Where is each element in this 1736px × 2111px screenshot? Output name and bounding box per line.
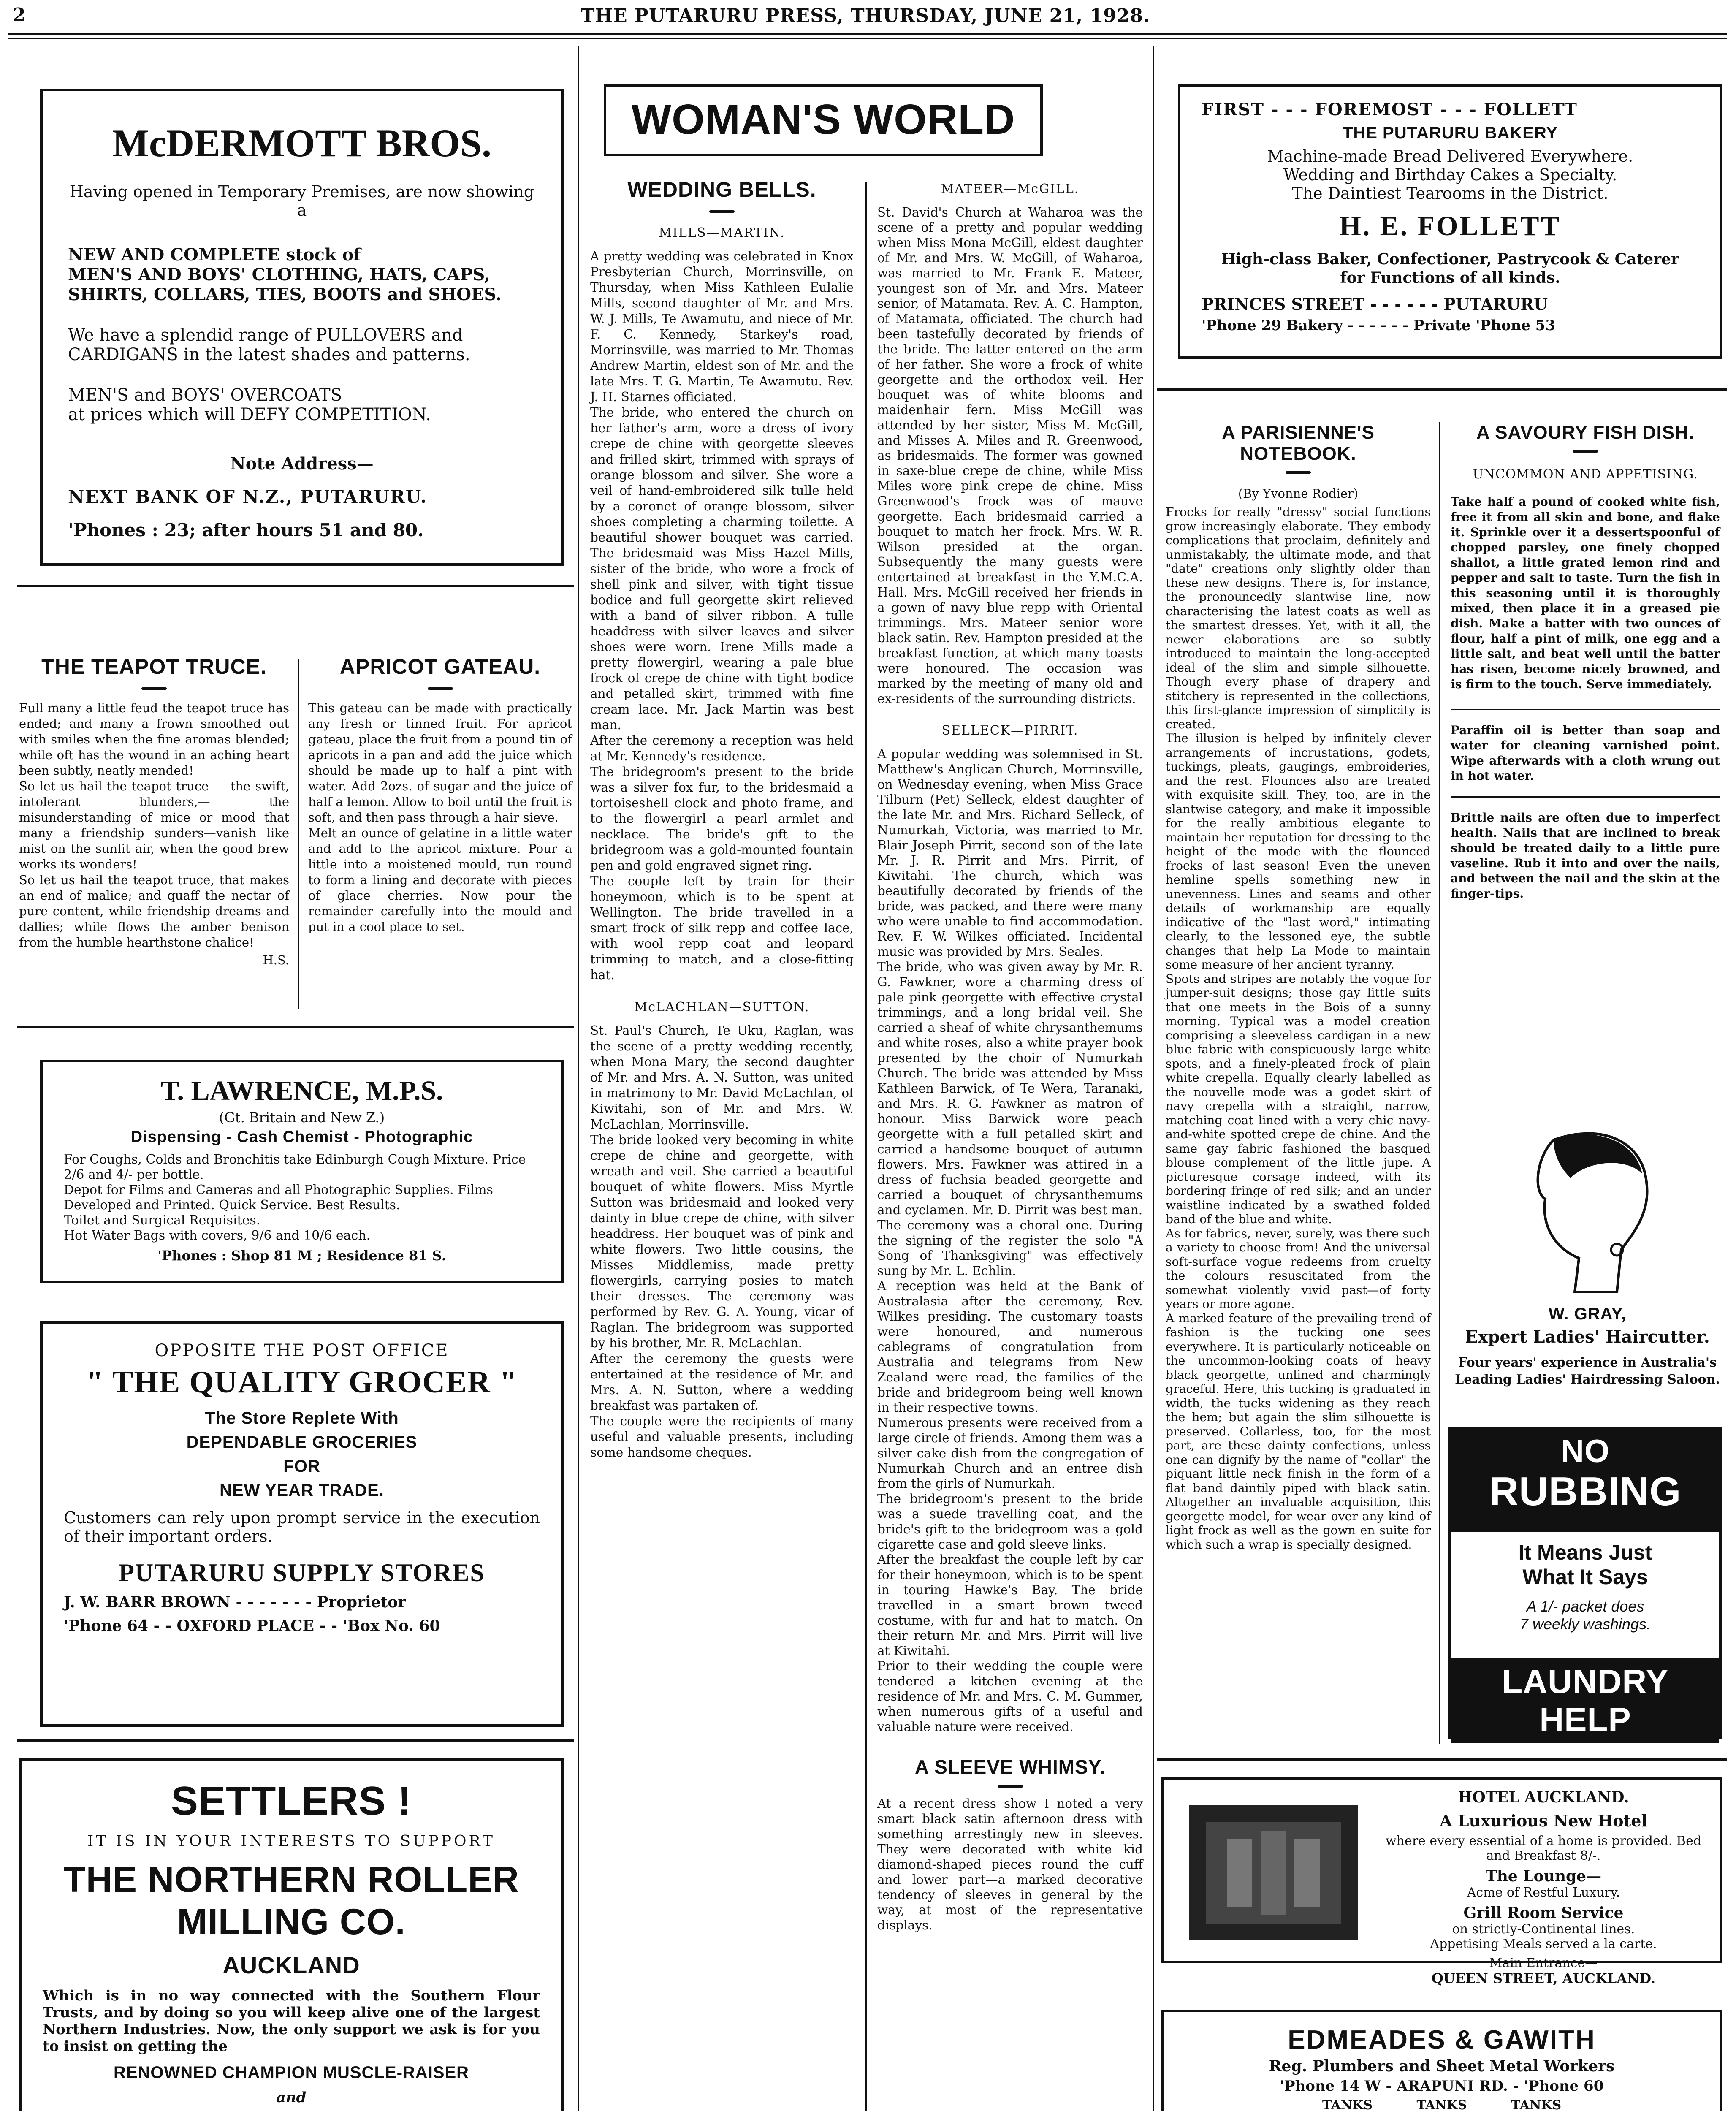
grocer-proprietor: J. W. BARR BROWN - - - - - - - Proprietor xyxy=(64,1593,406,1611)
settlers-company: THE NORTHERN ROLLER MILLING CO. xyxy=(63,1859,519,1942)
parisienne-body: Frocks for really "dressy" social functions grow increasingly elaborate. They embody complications that proclaim, definitely and unmistakably, the ultimate mode, and that "date" creations only slightly older than these new designs. There is, for instance, the pronouncedly slantwise line, now characterising the latest coats as well as the smartest dresses. Yet, with it all, the newer elaborations are so subtly introduced to maintain the long-accepted ideal of the slim and simple silhouette. Though every phase of drapery and stitchery is represented in the collections, this first-glance impression of simplicity is created. The illusion is helped by infinitely clever arrangements of incrustations, godets, tuckings, pleats, gaugings, embroideries, and the rest. Flounces also are treated with exquisite skill. They, too, are in the slantwise category, and make it impossible for the really ambitious elegante to maintain her reputation for dressing to the height of the mode with the flounced frocks of last season! Even the uneven hemline spells something new in unevenness. Lines and seams and other details of workmanship are equally indicative of the "last word," intimating clearly, to the lessoned eye, the subtle changes that help La Mode to maintain some measure of her ancient tyranny. Spots and stripes are notably the vogue for jumper-suit designs; those gay little suits that one meets in the Bois of a sunny morning. Typical was a model creation comprising a sleeveless cardigan in a new blue fabric with conspicuously large white spots, and a finely-pleated frock of plain white crepella. Equally clearly labelled as the nouvelle mode was a godet skirt of navy crepella with a straight, narrow, matching coat lined with a very chic navy-and-white spotted crepe de chine. And the same gay fabric fashioned the basqued blouse complement of the little jupe. A picturesque corsage indeed, with its bordering fringe of red silk; and an under waistline indicated by a swathed folded band of the blue and white. As for fabrics, never, surely, was there such a variety to choose from! And the universal soft-surface vogue redeems from cruelty the colours resuscitated from the somewhat violently vivid past—of forty years or more agone. A marked feature of the prevailing trend of fashion is the tucking one sees everywhere. It is particularly noticeable on the uncommon-looking coats of heavy black georgette, unlined and charmingly graceful. Here, this tucking is graduated in width, the tucks widening as they reach the hem; but again the slim silhouette is preserved. Collarless, too, for the most part, are these dainty confections, unless one can dignify by the name of "collar" the piquant little neck finish in the form of a flat band daintily piped with black satin. Altogether an invaluable acquisition, this georgette model, for wear over any kind of light frock as well as the gown en suite for which such a wrap is specially designed. xyxy=(1166,505,1431,1552)
title-ornament xyxy=(428,687,453,690)
laundry-word: LAUNDRY xyxy=(1502,1663,1669,1700)
fish-subtitle: UNCOMMON AND APPETISING. xyxy=(1473,467,1698,482)
mcdermott-stock: NEW AND COMPLETE stock of MEN'S AND BOYS' CLOTHING, HATS, CAPS, SHIRTS, COLLARS, TIES, BOOTS and SHOES. xyxy=(68,245,502,304)
laundry-m2: What It Says xyxy=(1522,1565,1648,1589)
gray-name: W. GRAY, xyxy=(1548,1305,1627,1323)
hotel-subtitle: A Luxurious New Hotel xyxy=(1440,1811,1647,1830)
laundry-m3: A 1/- packet does 7 weekly washings. xyxy=(1519,1598,1651,1633)
bakery-phones: 'Phone 29 Bakery - - - - - - Private 'Phone 53 xyxy=(1202,317,1556,334)
mcdermott-address: NEXT BANK OF N.Z., PUTARURU. xyxy=(68,486,428,507)
womans-world-title: WOMAN'S WORLD xyxy=(631,96,1015,143)
laundry-no: NO xyxy=(1561,1433,1610,1469)
teapot-article xyxy=(19,654,289,1018)
teapot-title: THE TEAPOT TRUCE. xyxy=(41,655,267,678)
mclachlan-title: McLACHLAN—SUTTON. xyxy=(634,1000,810,1015)
lawrence-ad xyxy=(40,1060,564,1283)
bakery-line2: THE PUTARURU BAKERY xyxy=(1342,124,1558,142)
laundry-m1: It Means Just xyxy=(1518,1541,1652,1564)
mcdermott-overcoats: MEN'S and BOYS' OVERCOATS at prices which will DEFY COMPETITION. xyxy=(68,385,431,424)
lawrence-services: Dispensing - Cash Chemist - Photographic xyxy=(130,1128,473,1146)
masthead-rule xyxy=(8,33,1727,35)
column-rule xyxy=(578,46,579,2111)
mcdermott-phones: 'Phones : 23; after hours 51 and 80. xyxy=(68,520,424,540)
mcdermott-name: McDERMOTT BROS. xyxy=(112,122,491,165)
edmeades-phone: 'Phone 14 W - ARAPUNI RD. - 'Phone 60 xyxy=(1280,2078,1604,2095)
grocer-store: PUTARURU SUPPLY STORES xyxy=(119,1559,485,1587)
selleck-title: SELLECK—PIRRIT. xyxy=(941,723,1079,738)
hotel-name: HOTEL AUCKLAND. xyxy=(1458,1788,1629,1806)
laundry-middle xyxy=(1451,1540,1719,1654)
title-ornament xyxy=(998,1785,1023,1788)
page-number: 2 xyxy=(13,4,26,26)
lawrence-body: For Coughs, Colds and Bronchitis take Edinburgh Cough Mixture. Price 2/6 and 4/- per bottle. Depot for Films and Cameras and all Photographic Supplies. Films Developed and Printed. Quick Service. Best Results. Toilet and Surgical Requisites. Hot Water Bags with covers, 9/6 and 10/6 each. xyxy=(64,1152,526,1243)
gray-ad xyxy=(1448,1123,1727,1402)
hotel-entrance: Main Entrance— xyxy=(1489,1956,1598,1970)
settlers-title: SETTLERS ! xyxy=(171,1778,412,1823)
hotel-lounge: The Lounge— xyxy=(1485,1867,1602,1885)
hotel-lounge-sub: Acme of Restful Luxury. xyxy=(1467,1885,1620,1900)
edmeades-tanks: TANKS TANKS TANKS xyxy=(1322,2098,1562,2111)
hotel-text xyxy=(1375,1788,1712,1986)
title-ornament xyxy=(1573,450,1598,453)
grocer-body: Customers can rely upon prompt service in the execution of their important orders. xyxy=(64,1509,540,1546)
parisienne-title: A PARISIENNE'S NOTEBOOK. xyxy=(1222,422,1375,464)
sleeve-body: At a recent dress show I noted a very smart black satin afternoon dress with something arrestingly new in sleeves. They were decorated with white kid diamond-shaped pieces round the cuff and lower part—a marked decorative tendency of sleeves in general by the way, at most of the representative displays. xyxy=(877,1796,1143,1932)
hotel-street: QUEEN STREET, AUCKLAND. xyxy=(1431,1970,1656,1986)
mateer-column xyxy=(870,177,1150,2111)
fish-body: Take half a pound of cooked white fish, free it from all skin and bone, and flake it. Sprinkle over it a dessertspoonful of chopped parsley, one finely chopped shallot, a little grated lemon rind and pepper and salt to taste. Turn the fish in this seasoning until it is thoroughly mixed, then place it in a greased pie dish. Make a batter with two ounces of flour, half a pint of milk, one egg and a little salt, and beat well until the batter has risen, become nicely browned, and is firm to the touch. Serve immediately. xyxy=(1451,495,1720,691)
mcdermott-ad xyxy=(40,89,564,566)
masthead-rule-2 xyxy=(8,38,1727,39)
mateer-title: MATEER—McGILL. xyxy=(941,182,1080,196)
column-rule xyxy=(298,659,299,1009)
bakery-line1: FIRST - - - FOREMOST - - - FOLLETT xyxy=(1202,100,1578,119)
column-rule xyxy=(1153,46,1154,2111)
laundry-top-banner xyxy=(1451,1430,1719,1532)
grocer-line2: DEPENDABLE GROCERIES xyxy=(186,1433,418,1452)
laundry-help: HELP xyxy=(1539,1701,1631,1738)
lady-portrait-icon xyxy=(1448,1123,1727,1300)
bakery-line3: Machine-made Bread Delivered Everywhere. Wedding and Birthday Cakes a Specialty. The Daintiest Tearooms in the District. xyxy=(1267,147,1633,203)
wedding-column xyxy=(583,177,861,2111)
nails-tip: Brittle nails are often due to imperfect health. Nails that are inclined to break should be treated daily to a little pure vaseline. Rub it into and over the nails, and between the nail and the skin at the finger-tips. xyxy=(1451,811,1720,901)
womans-world-banner xyxy=(604,84,1043,156)
section-rule xyxy=(1157,1758,1727,1761)
edmeades-ad xyxy=(1161,2010,1722,2111)
hotel-grill-sub: on strictly-Continental lines. Appetising Meals served a la carte. xyxy=(1430,1922,1657,1951)
grocer-top: OPPOSITE THE POST OFFICE xyxy=(155,1341,449,1360)
selleck-body: A popular wedding was solemnised in St. Matthew's Anglican Church, Morrinsville, on Wednesday evening, when Miss Grace Tilburn (Pet) Selleck, eldest daughter of the late Mr. and Mrs. Richard Selleck, of Numurkah, Victoria, was married to Mr. Blair Joseph Pirrit, second son of the late Mr. J. R. Pirrit and Mrs. Pirrit, of Kiwitahi. The church, which was beautifully decorated by friends of the bride, was packed, and there were many who were unable to find accommodation. Rev. F. W. Wilkes officiated. Incidental music was provided by Mrs. Seales. The bride, who was given away by Mr. R. G. Fawkner, wore a charming dress of pale pink georgette with effective crystal trimmings, and a long bridal veil. She carried a sheaf of white chrysanthemums and white roses, also a white prayer book presented by the choir of Numurkah Church. The bride was attended by Miss Kathleen Barwick, of Te Wera, Taranaki, and Mrs. R. G. Fawkner as matron of honour. Miss Barwick wore peach georgette with a full petalled skirt and carried a handsome bouquet of autumn flowers. Mrs. Fawkner was attired in a dress of fuchsia beaded georgette and carried a bouquet of chrysanthemums and cyclamen. Mr. D. Pirrit was best man. The ceremony was a choral one. During the signing of the register the solo "A Song of Thanksgiving" was effectively sung by Mr. L. Echlin. A reception was held at the Bank of Australasia after the ceremony, Rev. Wilkes presiding. The customary toasts were honoured, and numerous cablegrams of congratulation from Australia and telegrams from New Zealand were read, the families of the bride and bridegroom being well known in their respective towns. Numerous presents were received from a large circle of friends. Among them was a silver cake dish from the congregation of Numurkah Church and an entree dish from the girls of Numurkah. The bridegroom's present to the bride was a suede travelling coat, and the bride's gift to the bridegroom was a gold cigarette case and gold sleeve links. After the breakfast the couple left by car for their honeymoon, which is to be spent in touring Hawke's Bay. The bride travelled in a smart brown tweed costume, with fur and hat to match. On their return Mr. and Mrs. Pirrit will live at Kiwitahi. Prior to their wedding the couple were tendered a kitchen evening at the residence of Mr. and Mrs. C. M. Gummer, when numerous gifts of a useful and valuable nature were received. xyxy=(877,747,1143,1734)
mateer-body: St. David's Church at Waharoa was the scene of a pretty and popular wedding when Miss Mona McGill, eldest daughter of Mr. and Mrs. W. McGill, of Waharoa, was married to Mr. Frank E. Mateer, youngest son of Mr. and Mrs. Mateer senior, of Matamata. Rev. A. C. Hampton, of Matamata, officiated. The church had been tastefully decorated by friends of the bride. The latter entered on the arm of her father. She wore a frock of white georgette and the orthodox veil. Her bouquet was of white blooms and maidenhair fern. Miss McGill was attended by her sister, Miss M. McGill, and Misses A. Miles and R. Greenwood, as bridesmaids. The former was gowned in saxe-blue crepe de chine, while Miss Miles wore pink crepe de chine. Miss Greenwood's frock was of mauve georgette. Each bridesmaid carried a bouquet to match her frock. Mrs. W. R. Wilson presided at the organ. Subsequently the many guests were entertained at breakfast in the Y.M.C.A. Hall. Mrs. McGill received her friends in a gown of navy blue repp with Oriental trimmings. Mrs. Mateer senior wore black satin. Rev. Hampton presided at the breakfast function, at which many toasts were honoured. The occasion was marked by the meeting of many old and ex-residents of the surrounding districts. xyxy=(877,205,1143,706)
settlers-product-1: RENOWNED CHAMPION MUSCLE-RAISER xyxy=(113,2063,469,2082)
section-rule xyxy=(1157,388,1727,391)
laundry-ad xyxy=(1448,1427,1722,1739)
masthead-title: THE PUTARURU PRESS, THURSDAY, JUNE 21, 1928. xyxy=(580,5,1150,27)
title-ornament xyxy=(709,210,735,213)
divider xyxy=(1451,709,1720,710)
mcdermott-pullovers: We have a splendid range of PULLOVERS and CARDIGANS in the latest shades and patterns. xyxy=(68,326,470,364)
fish-article xyxy=(1444,422,1727,1115)
grocer-line4: NEW YEAR TRADE. xyxy=(220,1481,384,1500)
title-ornament xyxy=(141,687,167,690)
settlers-and: and xyxy=(276,2089,307,2106)
gray-body: Four years' experience in Australia's Leading Ladies' Hairdressing Saloon. xyxy=(1455,1355,1720,1387)
lawrence-name: T. LAWRENCE, M.P.S. xyxy=(160,1075,443,1106)
grocer-contact: 'Phone 64 - - OXFORD PLACE - - 'Box No. 60 xyxy=(64,1617,440,1635)
section-rule xyxy=(17,1739,574,1742)
grocer-line3: FOR xyxy=(283,1457,320,1476)
mcdermott-address-label: Note Address— xyxy=(230,454,374,474)
wedding-title: WEDDING BELLS. xyxy=(627,178,816,201)
gateau-body: This gateau can be made with practically any fresh or tinned fruit. For apricot gateau, place the fruit from a pound tin of apricots in a pan and add the juice which should be made up to half a pint with water. Add 2ozs. of sugar and the juice of half a lemon. Allow to boil until the fruit is soft, and then pass through a hair sieve. Melt an ounce of gelatine in a little water and add to the apricot mixture. Pour a little into a moistened mould, run round to form a lining and decorate with pieces of glace cherries. Now pour the remainder carefully into the mould and put in a cool place to set. xyxy=(308,701,572,934)
hotel-lounge-image xyxy=(1189,1805,1358,1940)
settlers-ad xyxy=(19,1758,564,2111)
bakery-ad xyxy=(1178,84,1722,359)
settlers-line: IT IS IN YOUR INTERESTS TO SUPPORT xyxy=(87,1833,495,1850)
teapot-body: Full many a little feud the teapot truce has ended; and many a frown smoothed out with smiles when the fine aromas blended; while oft has the wound in an aching heart been subtly, neatly mended! So let us hail the teapot truce — the swift, intolerant blunders,— the misunderstanding of mice or mood that many a friendship sunders—vanish like mist on the sunlit air, when the good brew works its wonders! So let us hail the teapot truce, that makes an end of malice; and quaff the nectar of pure content, while friendship dreams and dallies; while flows the amber benison from the humble hearthstone chalice! xyxy=(19,701,289,950)
title-ornament xyxy=(1286,471,1311,474)
teapot-signature: H.S. xyxy=(263,953,289,967)
gateau-title: APRICOT GATEAU. xyxy=(339,655,541,678)
lawrence-sub: (Gt. Britain and New Z.) xyxy=(219,1110,385,1126)
section-rule xyxy=(17,1026,574,1028)
grocer-line1: The Store Replete With xyxy=(205,1409,399,1427)
hotel-body: where every essential of a home is provided. Bed and Breakfast 8/-. xyxy=(1385,1834,1702,1863)
grocer-ad xyxy=(40,1321,564,1727)
section-rule xyxy=(17,585,574,587)
paraffin-tip: Paraffin oil is better than soap and water for cleaning varnished point. Wipe afterwards with a cloth wrung out in hot water. xyxy=(1451,723,1720,783)
laundry-rubbing: RUBBING xyxy=(1489,1469,1682,1514)
edmeades-name: EDMEADES & GAWITH xyxy=(1288,2025,1596,2054)
settlers-city: AUCKLAND xyxy=(222,1952,360,1978)
mcdermott-intro: Having opened in Temporary Premises, are now showing a xyxy=(69,182,534,220)
gateau-article xyxy=(308,654,572,1018)
mclachlan-body: St. Paul's Church, Te Uku, Raglan, was the scene of a pretty wedding recently, when Mona Mary, the second daughter of Mr. and Mrs. A. N. Sutton, was united in matrimony to Mr. David McLachlan, of Kiwitahi, son of Mr. and Mrs. W. McLachlan, Morrinsville. The bride looked very becoming in white crepe de chine and georgette, with wreath and veil. She carried a beautiful bouquet of white flowers. Miss Myrtle Sutton was bridesmaid and looked very dainty in blue crepe de chine, with silver headdress. Her bouquet was of pink and white flowers. Two little cousins, the Misses Middlemiss, made pretty flowergirls, carrying posies to match their dresses. The ceremony was performed by Rev. G. A. Young, vicar of Raglan. The bridegroom was supported by his brother, Mr. R. McLachlan. After the ceremony the guests were entertained at the residence of Mr. and Mrs. A. N. Sutton, where a wedding breakfast was partaken of. The couple were the recipients of many useful and valuable presents, including some handsome cheques. xyxy=(590,1023,854,1460)
hotel-ad xyxy=(1161,1777,1722,1986)
column-rule xyxy=(865,182,867,2111)
laundry-bottom-banner xyxy=(1451,1658,1719,1743)
hotel-grill: Grill Room Service xyxy=(1463,1904,1624,1922)
bakery-name: H. E. FOLLETT xyxy=(1339,211,1561,241)
hotel-image xyxy=(1189,1805,1358,1940)
divider xyxy=(1451,796,1720,798)
bakery-line4: High-class Baker, Confectioner, Pastrycook & Caterer for Functions of all kinds. xyxy=(1221,250,1679,287)
gray-title: Expert Ladies' Haircutter. xyxy=(1465,1327,1710,1347)
settlers-body: Which is in no way connected with the Southern Flour Trusts, and by doing so you will keep alive one of the largest Northern Industries. Now, the only support we ask is for you to insist on getting the xyxy=(43,1987,540,2055)
parisienne-article xyxy=(1159,422,1438,1748)
fish-title: A SAVOURY FISH DISH. xyxy=(1476,422,1695,443)
grocer-name: " THE QUALITY GROCER " xyxy=(86,1365,518,1400)
column-rule xyxy=(1439,422,1440,1744)
edmeades-sub: Reg. Plumbers and Sheet Metal Workers xyxy=(1269,2057,1615,2075)
sleeve-title: A SLEEVE WHIMSY. xyxy=(914,1756,1106,1778)
mills-title: MILLS—MARTIN. xyxy=(659,225,785,240)
lawrence-phones: 'Phones : Shop 81 M ; Residence 81 S. xyxy=(157,1248,446,1264)
mills-body: A pretty wedding was celebrated in Knox Presbyterian Church, Morrinsville, on Thursday, when Miss Kathleen Eulalie Mills, second daughter of Mr. and Mrs. W. J. Mills, Te Awamutu, and niece of Mr. F. C. Kennedy, Starkey's road, Morrinsville, was married to Mr. Thomas Andrew Martin, eldest son of Mr. and the late Mrs. T. G. Martin, Te Awamutu. Rev. J. H. Starnes officiated. The bride, who entered the church on her father's arm, wore a dress of ivory crepe de chine with georgette sleeves and frilled skirt, trimmed with sprays of orange blossom and silver. She wore a veil of hand-embroidered silk tulle held by a coronet of orange blossom, silver shoes completing a charming toilette. A beautiful shower bouquet was carried. The bridesmaid was Miss Hazel Mills, sister of the bride, who wore a frock of shell pink and silver, with tight tissue bodice and full georgette skirt relieved with a band of silver ribbon. A tulle headdress with silver leaves and silver shoes were worn. Irene Mills made a pretty flowergirl, wearing a pale blue frock of crepe de chine with tight bodice and petalled skirt, trimmed with fine cream lace. Mr. Jack Martin was best man. After the ceremony a reception was held at Mr. Kennedy's residence. The bridegroom's present to the bride was a silver fox fur, to the bridesmaid a tortoiseshell clock and photo frame, and to the flowergirl a pearl armlet and necklace. The bride's gift to the bridegroom was a gold-mounted fountain pen and gold engraved signet ring. The couple left by train for their honeymoon, which is to be spent at Wellington. The bride travelled in a smart frock of silk repp and coffee lace, with wool repp coat and leopard trimming to match, and a close-fitting hat. xyxy=(590,249,854,982)
parisienne-byline: (By Yvonne Rodier) xyxy=(1238,486,1359,501)
bakery-street: PRINCES STREET - - - - - - PUTARURU xyxy=(1202,295,1548,314)
